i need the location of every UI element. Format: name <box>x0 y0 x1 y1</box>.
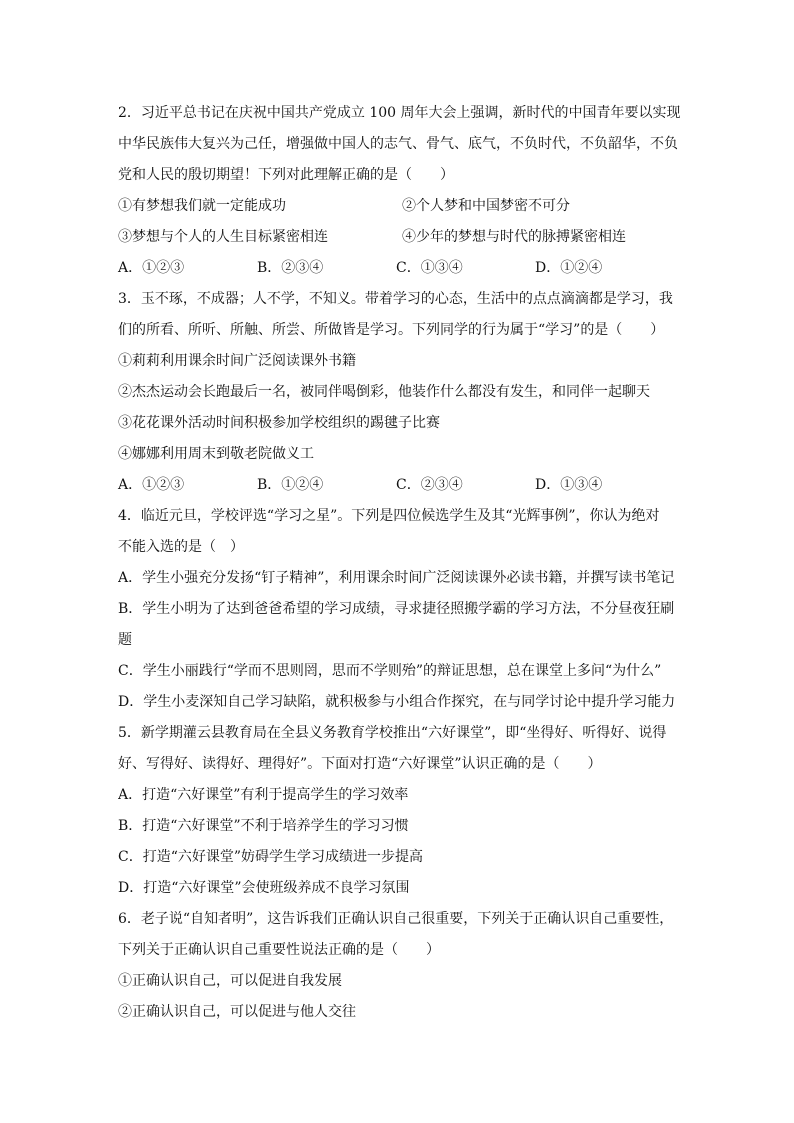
question-6-item-1: ①正确认识自己，可以促进自我发展 <box>118 973 342 989</box>
question-6-stem-line-2: 下列关于正确认识自己重要性说法正确的是（ ） <box>118 942 440 958</box>
question-3-choice-c: C．②③④ <box>396 477 463 493</box>
question-4 <box>118 501 686 718</box>
question-2-choice-a: A．①②③ <box>118 260 185 276</box>
question-2-choice-d: D．①②④ <box>535 260 603 276</box>
question-3-choice-a: A．①②③ <box>118 477 185 493</box>
question-5 <box>118 718 686 904</box>
question-3-item-4: ④娜娜利用周末到敬老院做义工 <box>118 446 314 462</box>
question-3-stem-line-1: 3．玉不琢，不成器；人不学，不知义。带着学习的心态，生活中的点点滴滴都是学习，我 <box>118 291 673 307</box>
question-6 <box>118 904 686 1028</box>
question-6-item-2: ②正确认识自己，可以促进与他人交往 <box>118 1004 356 1020</box>
question-5-option-d: D．打造“六好课堂”会使班级养成不良学习氛围 <box>118 880 410 896</box>
question-2-item-2: ②个人梦和中国梦密不可分 <box>402 198 570 214</box>
question-4-option-d: D．学生小麦深知自己学习缺陷，就积极参与小组合作探究，在与同学讨论中提升学习能力 <box>118 694 676 710</box>
question-2-stem-line-1: 2．习近平总书记在庆祝中国共产党成立 100 周年大会上强调，新时代的中国青年要以实现 <box>118 105 681 121</box>
question-4-option-b: B．学生小明为了达到爸爸希望的学习成绩，寻求捷径照搬学霸的学习方法，不分昼夜狂刷 <box>118 601 675 617</box>
question-3 <box>118 284 686 501</box>
question-3-item-1: ①莉莉利用课余时间广泛阅读课外书籍 <box>118 353 356 369</box>
question-5-option-b: B．打造“六好课堂”不利于培养学生的学习习惯 <box>118 818 409 834</box>
question-2-choices <box>118 253 686 284</box>
question-6-stem-line-1: 6．老子说“自知者明”，这告诉我们正确认识自己很重要，下列关于正确认识自己重要性， <box>118 911 674 927</box>
question-2-items-row-1 <box>118 191 686 222</box>
question-2-items-row-2 <box>118 222 686 253</box>
question-2-choice-b: B．②③④ <box>257 260 324 276</box>
question-4-option-c: C．学生小丽践行“学而不思则罔，思而不学则殆”的辩证思想，总在课堂上多问“为什么” <box>118 663 662 679</box>
question-5-stem-line-2: 好、写得好、读得好、理得好”。下面对打造“六好课堂”认识正确的是（ ） <box>118 756 602 772</box>
question-3-item-2: ②杰杰运动会长跑最后一名，被同伴喝倒彩，他装作什么都没有发生，和同伴一起聊天 <box>118 384 650 400</box>
question-3-choices <box>118 470 686 501</box>
question-4-option-b-cont: 题 <box>118 632 132 648</box>
question-2-stem-line-2: 中华民族伟大复兴为己任，增强做中国人的志气、骨气、底气，不负时代，不负韶华，不负 <box>118 136 678 152</box>
question-2-stem-line-3: 党和人民的殷切期望！下列对此理解正确的是（ ） <box>118 167 454 183</box>
question-5-option-c: C．打造“六好课堂”妨碍学生学习成绩进一步提高 <box>118 849 424 865</box>
question-3-item-3: ③花花课外活动时间积极参加学校组织的踢毽子比赛 <box>118 415 440 431</box>
question-5-option-a: A．打造“六好课堂”有利于提高学生的学习效率 <box>118 787 409 803</box>
question-2-item-4: ④少年的梦想与时代的脉搏紧密相连 <box>402 229 626 245</box>
question-4-stem-line-1: 4．临近元旦，学校评选“学习之星”。下列是四位候选学生及其“光辉事例”，你认为绝对 <box>118 508 660 524</box>
question-3-choice-d: D．①③④ <box>535 477 603 493</box>
question-4-option-a: A．学生小强充分发扬“钉子精神”，利用课余时间广泛阅读课外必读书籍，并撰写读书笔记 <box>118 570 675 586</box>
question-3-choice-b: B．①②④ <box>257 477 324 493</box>
question-3-stem-line-2: 们的所看、所听、所触、所尝、所做皆是学习。下列同学的行为属于“学习”的是（ ） <box>118 322 665 338</box>
question-2-item-3: ③梦想与个人的人生目标紧密相连 <box>118 229 328 245</box>
question-2 <box>118 98 686 284</box>
question-2-choice-c: C．①③④ <box>396 260 463 276</box>
question-4-stem-line-2: 不能入选的是（ ） <box>118 539 244 555</box>
question-2-item-1: ①有梦想我们就一定能成功 <box>118 198 286 214</box>
question-5-stem-line-1: 5．新学期灌云县教育局在全县义务教育学校推出“六好课堂”，即“坐得好、听得好、说得 <box>118 725 667 741</box>
